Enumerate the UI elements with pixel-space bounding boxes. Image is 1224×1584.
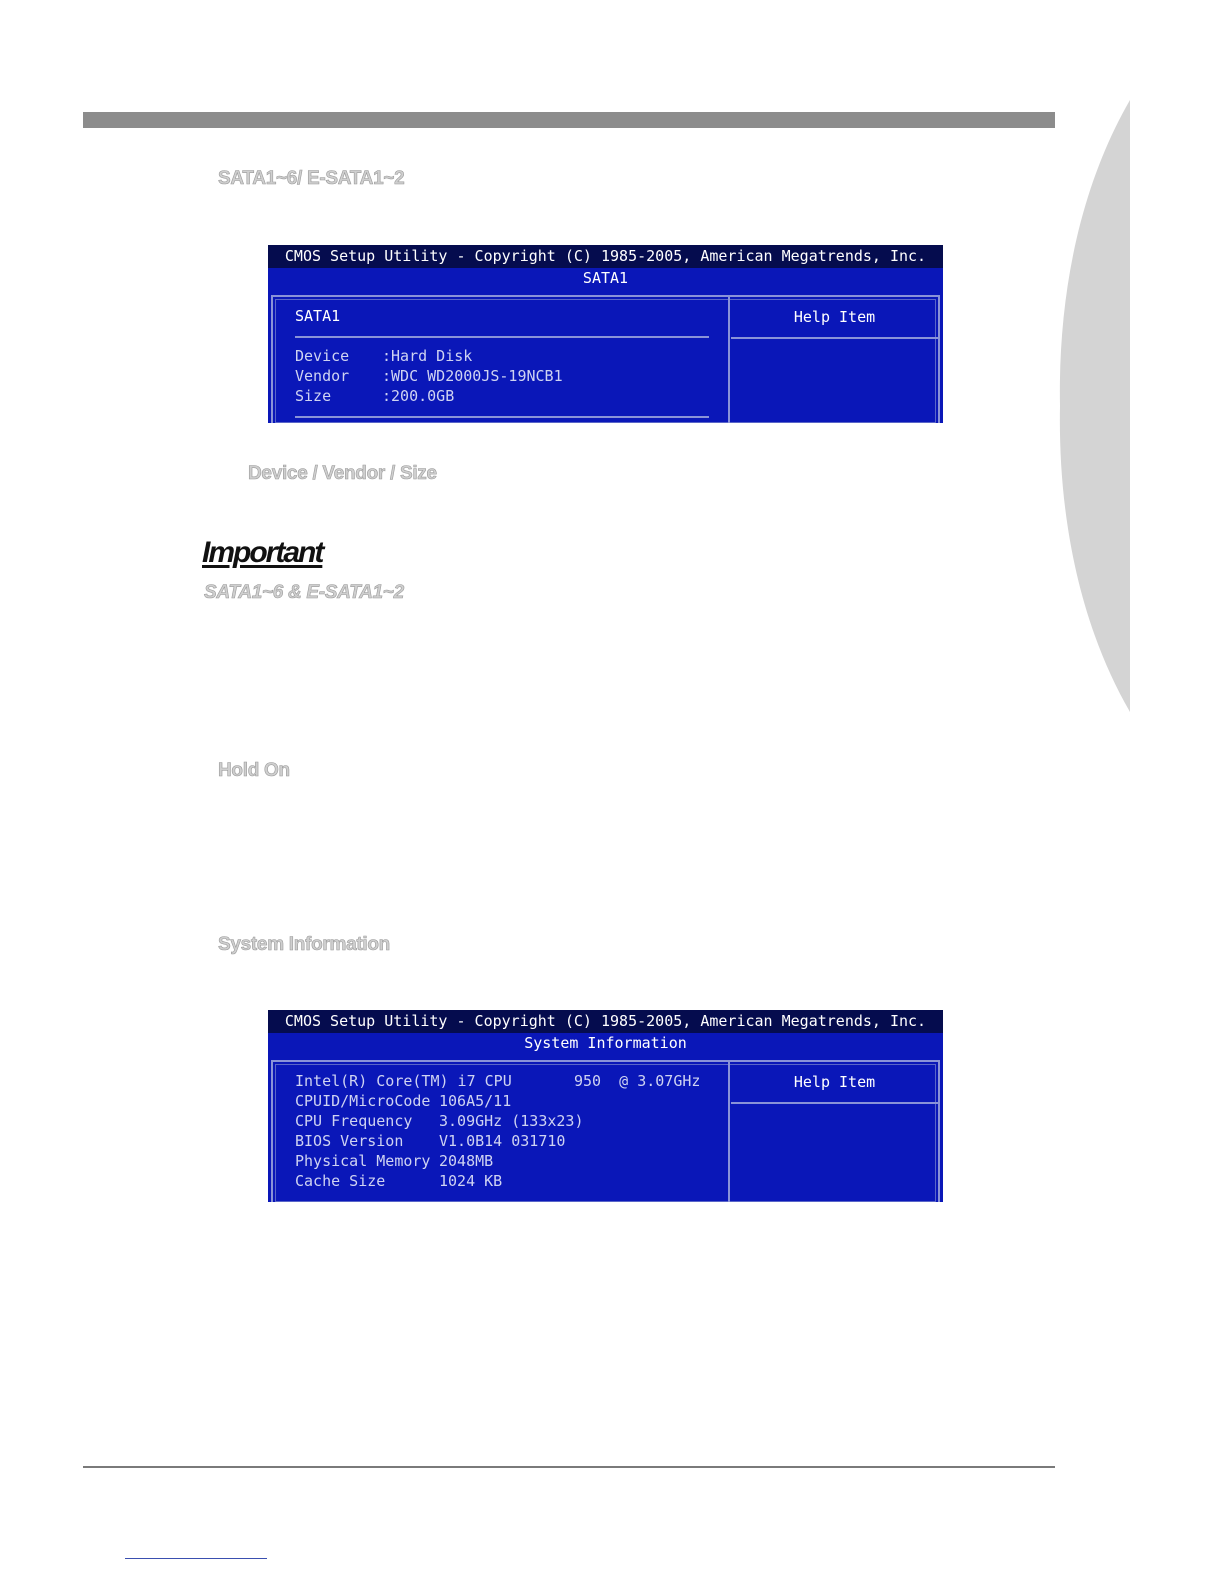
help-item-title: Help Item xyxy=(731,297,938,339)
bios-frame xyxy=(271,1060,940,1202)
important-subtitle: SATA1~6 & E-SATA1~2 xyxy=(204,582,404,603)
section-title-hold-on: Hold On xyxy=(218,760,290,781)
row-size-label: Size xyxy=(295,387,332,405)
footer-underline xyxy=(125,1558,267,1559)
section-title-system-information: System Information xyxy=(218,934,390,955)
bios-screenshot-system-info xyxy=(268,1010,943,1202)
section-title-sata: SATA1~6/ E-SATA1~2 xyxy=(218,168,405,189)
row-bios-version-value: V1.0B14 031710 xyxy=(439,1132,566,1150)
row-memory-value: 2048MB xyxy=(439,1152,494,1170)
bios-screenshot-sata1 xyxy=(268,245,943,423)
row-cpu-value: 950 @ 3.07GHz xyxy=(574,1072,701,1090)
row-memory-label: Physical Memory xyxy=(295,1152,431,1170)
row-size-value: :200.0GB xyxy=(382,387,455,405)
bios-subtitle: System Information xyxy=(524,1034,687,1052)
chapter-side-tab xyxy=(1058,100,1130,712)
row-cpuid-value: 106A5/11 xyxy=(439,1092,512,1110)
row-cpuid-label: CPUID/MicroCode xyxy=(295,1092,431,1110)
panel-divider xyxy=(728,1062,730,1202)
row-cache-value: 1024 KB xyxy=(439,1172,503,1190)
header-rule xyxy=(83,112,1055,128)
subsection-title: Device / Vendor / Size xyxy=(248,463,437,484)
row-frequency-value: 3.09GHz (133x23) xyxy=(439,1112,584,1130)
panel-title: SATA1 xyxy=(295,307,341,325)
divider xyxy=(295,336,709,338)
bios-frame xyxy=(271,295,940,423)
important-title: Important xyxy=(202,536,323,569)
row-vendor-label: Vendor xyxy=(295,367,350,385)
row-cache-label: Cache Size xyxy=(295,1172,386,1190)
bios-info-panel xyxy=(279,1068,729,1202)
panel-divider xyxy=(728,297,730,423)
row-frequency-label: CPU Frequency xyxy=(295,1112,413,1130)
help-item-title: Help Item xyxy=(731,1062,938,1104)
row-device-value: :Hard Disk xyxy=(382,347,473,365)
bios-info-panel xyxy=(279,303,729,423)
bios-header: CMOS Setup Utility - Copyright (C) 1985-2005, American Megatrends, Inc. xyxy=(268,1010,943,1033)
bios-header: CMOS Setup Utility - Copyright (C) 1985-2005, American Megatrends, Inc. xyxy=(268,245,943,268)
divider xyxy=(295,416,709,418)
row-vendor-value: :WDC WD2000JS-19NCB1 xyxy=(382,367,563,385)
row-device-label: Device xyxy=(295,347,350,365)
bios-subtitle: SATA1 xyxy=(582,269,629,287)
row-bios-version-label: BIOS Version xyxy=(295,1132,404,1150)
row-cpu-label: Intel(R) Core(TM) i7 CPU xyxy=(295,1072,512,1090)
footer-rule xyxy=(83,1466,1055,1468)
